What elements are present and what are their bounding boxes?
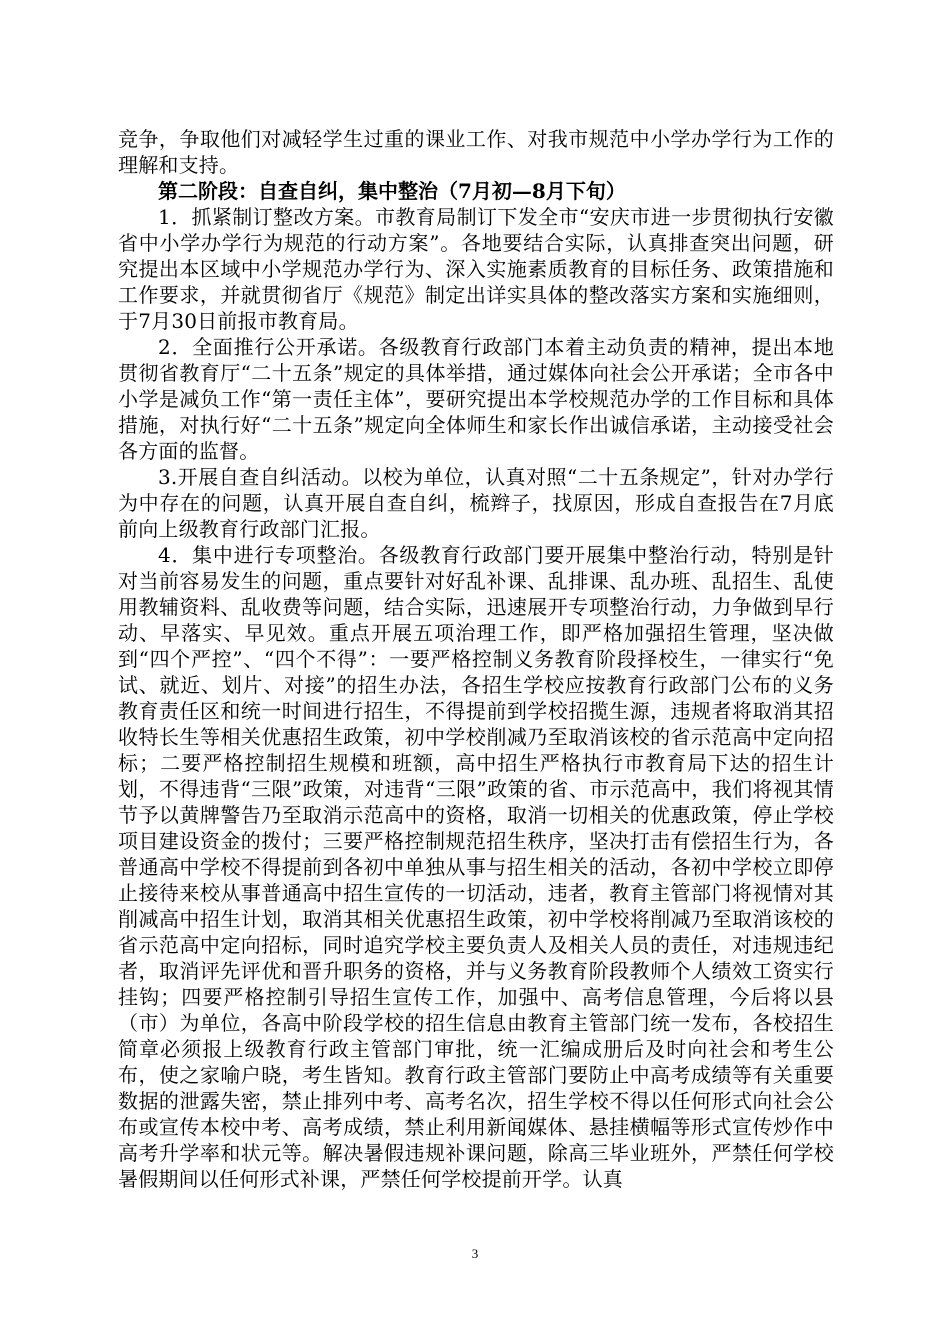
paragraph-item-2: 2．全面推行公开承诺。各级教育行政部门本着主动负责的精神，提出本地贯彻省教育厅“二十五条”规定的具体举措，通过媒体向社会公开承诺；全市各中小学是减负工作“第一责任主体”，要研究提出本学校规范办学的工作目标和具体措施，对执行好“二十五条”规定向全体师生和家长作出诚信承诺，主动接受社会各方面的监督。 [118, 335, 834, 463]
section-heading: 第二阶段：自查自纠，集中整治（7月初—8月下旬） [158, 179, 626, 203]
paragraph-item-4: 4．集中进行专项整治。各级教育行政部门要开展集中整治行动，特别是针对当前容易发生的问题，重点要针对好乱补课、乱排课、乱办班、乱招生、乱使用教辅资料、乱收费等问题，结合实际，迅速展开专项整治行动，力争做到早行动、早落实、早见效。重点开展五项治理工作，即严格加强招生管理，坚决做到“四个严控”、“四个不得”：一要严格控制义务教育阶段择校生，一律实行“免试、就近、划片、对接”的招生办法，各招生学校应按教育行政部门公布的义务教育责任区和统一时间进行招生，不得提前到学校招揽生源，违规者将取消其招收特长生等相关优惠招生政策，初中学校削减乃至取消该校的省示范高中定向招标；二要严格控制招生规模和班额，高中招生严格执行市教育局下达的招生计划，不得违背“三限”政策，对违背“三限”政策的省、市示范高中，我们将视其情节予以黄牌警告乃至取消示范高中的资格，取消一切相关的优惠政策，停止学校项目建设资金的拨付；三要严格控制规范招生秩序，坚决打击有偿招生行为，各普通高中学校不得提前到各初中单独从事与招生相关的活动，各初中学校立即停止接待来校从事普通高中招生宣传的一切活动，违者，教育主管部门将视情对其削减高中招生计划，取消其相关优惠招生政策，初中学校将削减乃至取消该校的省示范高中定向招标，同时追究学校主要负责人及相关人员的责任，对违规违纪者，取消评先评优和晋升职务的资格，并与义务教育阶段教师个人绩效工资实行挂钩；四要严格控制引导招生宣传工作，加强中、高考信息管理，今后将以县（市）为单位，各高中阶段学校的招生信息由教育主管部门统一发布，各校招生简章必须报上级教育行政主管部门审批，统一汇编成册后及时向社会和考生公布，使之家喻户晓，考生皆知。教育行政主管部门要防止中高考成绩等有关重要数据的泄露失密，禁止排列中考、高考名次，招生学校不得以任何形式向社会公布或宣传本校中考、高考成绩，禁止利用新闻媒体、悬挂横幅等形式宣传炒作中高考升学率和状元等。解决暑假违规补课问题，除高三毕业班外，严禁任何学校暑假期间以任何形式补课，严禁任何学校提前开学。认真 [118, 543, 834, 1191]
paragraph-continuation: 竞争，争取他们对减轻学生过重的课业工作、对我市规范中小学办学行为工作的理解和支持。 [118, 127, 834, 177]
paragraph-item-1: 1．抓紧制订整改方案。市教育局制订下发全市“安庆市进一步贯彻执行安徽省中小学办学行为规范的行动方案”。各地要结合实际，认真排查突出问题，研究提出本区域中小学规范办学行为、深入实施素质教育的目标任务、政策措施和工作要求，并就贯彻省厅《规范》制定出详实具体的整改落实方案和实施细则，于7月30日前报市教育局。 [118, 205, 834, 333]
page-number: 3 [471, 1246, 479, 1261]
paragraph-item-3: 3.开展自查自纠活动。以校为单位，认真对照“二十五条规定”，针对办学行为中存在的问题，认真开展自查自纠，梳辫子，找原因，形成自查报告在7月底前向上级教育行政部门汇报。 [118, 465, 834, 541]
document-page [118, 126, 834, 1192]
